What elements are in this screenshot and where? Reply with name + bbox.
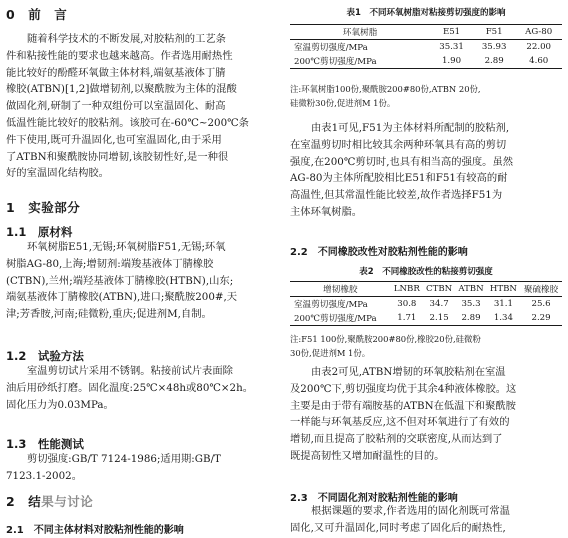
text-line: 随着科学技术的不断发展,对胶粘剂的工艺条 (27, 33, 226, 45)
text-line: 了ATBN和聚酰胺协同增韧,该胶韧性好,是一种很 (6, 150, 229, 163)
text-line: 及200℃下,剪切强度均优于其余4种液体橡胶。这 (290, 382, 517, 395)
section-1-1-heading: 1.1 原材料 (6, 225, 73, 239)
table-cell: 200℃剪切强度/MPa (290, 54, 430, 69)
text-line: 由表2可见,ATBN增韧的环氧胶粘剂在室温 (311, 366, 506, 378)
section-2-heading-faded: 果与讨论 (41, 494, 94, 509)
table-cell: 35.3 (461, 299, 481, 309)
table-cell: 31.1 (493, 299, 513, 309)
section-1-2-heading: 1.2 试验方法 (6, 349, 84, 363)
text-line: 好的室温固化结构胶。 (6, 167, 109, 180)
intro-paragraph (6, 31, 278, 182)
text-line: 橡胶(ATBN)[1,2]做增韧剂,以聚酰胺为主体的混酸 (6, 83, 237, 96)
table-row (290, 40, 562, 55)
table-1-caption: 表1 不同环氧树脂对粘接剪切强度的影响 (346, 8, 506, 18)
text-line: 端氨基液体丁腈橡胶(ATBN),进口;聚酰胺200#,天 (6, 291, 238, 304)
table-1-note (290, 83, 562, 110)
note-line: 30份,促进剂M 1份。 (290, 347, 371, 358)
table-cell: 4.60 (515, 54, 562, 69)
text-line: 根据课题的要求,作者选用的固化剂既可常温 (311, 505, 510, 517)
table-2-note (290, 333, 562, 360)
text-line: 固化,又可升温固化,同时考虑了固化后的耐热性, (290, 521, 506, 534)
section-1-1-paragraph (6, 239, 278, 323)
text-line: 一样能与环氧基反应,这不但对环氧进行了有效的 (290, 416, 510, 429)
section-1-heading: 1 实验部分 (6, 200, 81, 215)
text-line: 津;芳香胺,河南;硅微粉,重庆;促进剂M,自制。 (6, 308, 212, 321)
text-line: 低温性能比较好的胶粘剂。该胶可在-60℃~200℃条 (6, 116, 249, 129)
table-cell: 30.8 (397, 299, 417, 309)
table-cell: 2.29 (520, 311, 562, 326)
text-line: 件下使用,既可升温固化,也可室温固化,由于采用 (6, 133, 222, 146)
table-cell: 25.6 (531, 299, 551, 309)
text-line: 能比较好的酚醛环氧做主体材料,端氨基液体丁腈 (6, 66, 226, 79)
table-cell: 35.31 (439, 42, 464, 52)
table-cell: 1.71 (391, 311, 423, 326)
table-row (290, 297, 562, 312)
table-1-discussion (290, 120, 562, 221)
table-cell: 34.7 (429, 299, 449, 309)
text-line: 在室温剪切时相比较其余两种环氧具有高的剪切 (290, 138, 507, 151)
table-cell: 22.00 (526, 42, 552, 52)
table-header-row (290, 25, 562, 40)
table-header-cell: AG-80 (515, 25, 562, 40)
table-1 (290, 24, 562, 69)
text-line: 树脂AG-80,上海;增韧剂:端羧基液体丁腈橡胶 (6, 257, 214, 270)
section-1-3-heading: 1.3 性能测试 (6, 437, 84, 451)
table-header-cell: LNBR (391, 282, 423, 297)
table-cell: 200℃剪切强度/MPa (290, 311, 391, 326)
text-line: 增韧,而且提高了胶粘剂的交联密度,从而达到了 (290, 433, 503, 446)
text-line: 主要是由于带有端胺基的ATBN在低温下和聚酰胺 (290, 399, 516, 412)
text-line: 既提高韧性又增加耐温性的目的。 (290, 449, 445, 462)
text-line: 做固化剂,研制了一种双组份可以室温固化、耐高 (6, 100, 226, 113)
table-header-cell: 环氧树脂 (290, 25, 430, 40)
section-2-heading (6, 492, 93, 510)
table-cell: 1.90 (430, 54, 473, 69)
note-line: 注:F51 100份,聚酰胺200#80份,橡胶20份,硅微粉 (290, 334, 481, 344)
section-2-3-paragraph (290, 503, 562, 537)
table-header-cell: ATBN (455, 282, 486, 297)
text-line: 固化压力为0.03MPa。 (6, 398, 114, 411)
text-line: 室温剪切试片采用不锈钢。粘接前试片表面除 (27, 365, 233, 377)
text-line: (CTBN),兰州;端羟基液体丁腈橡胶(HTBN),山东; (6, 274, 234, 287)
table-cell: 2.89 (473, 54, 516, 69)
table-cell: 室温剪切强度/MPa (294, 300, 368, 310)
text-line: 环氧树脂E51,无锡;环氧树脂F51,无锡;环氧 (27, 241, 226, 253)
section-2-2-heading: 2.2 不同橡胶改性对胶粘剂性能的影响 (290, 247, 468, 258)
note-line: 注:环氧树脂100份,聚酰胺200#80份,ATBN 20份, (290, 84, 481, 94)
table-row (290, 311, 562, 326)
table-cell: 35.93 (481, 42, 507, 52)
text-line: 主体环氧树脂。 (290, 205, 363, 218)
table-cell: 1.34 (487, 311, 520, 326)
table-2-caption: 表2 不同橡胶改性的粘接剪切强度 (359, 267, 493, 277)
text-line: 由表1可见,F51为主体材料所配制的胶粘剂, (311, 122, 510, 134)
section-1-3-paragraph (6, 451, 278, 485)
table-header-cell: 增韧橡胶 (290, 282, 391, 297)
table-cell: 2.89 (455, 311, 486, 326)
section-2-3-heading: 2.3 不同固化剂对胶粘剂性能的影响 (290, 493, 458, 504)
table-header-cell: F51 (473, 25, 516, 40)
text-line: 剪切强度:GB/T 7124-1986;适用期:GB/T (27, 453, 221, 465)
table-2-discussion (290, 364, 562, 465)
section-2-1-heading: 2.1 不同主体材料对胶粘剂性能的影响 (6, 525, 184, 536)
table-header-row (290, 282, 562, 297)
text-line: 强度,在200℃剪切时,也具有相当高的强度。虽然 (290, 155, 514, 168)
text-line: 油后用砂纸打磨。固化温度:25℃×48h或80℃×2h。 (6, 381, 254, 394)
table-header-cell: CTBN (423, 282, 455, 297)
section-2-heading-main: 2 结 (6, 494, 42, 509)
note-line: 硅微粉30份,促进剂M 1份。 (290, 97, 396, 108)
text-line: 高温性,但其常温性能比较差,故作者选择F51为 (290, 189, 503, 202)
text-line: AG-80为主体所配胶相比E51和F51有较高的耐 (290, 172, 508, 185)
table-header-cell: 聚硫橡胶 (520, 282, 562, 297)
table-2 (290, 281, 562, 326)
table-cell: 室温剪切强度/MPa (294, 43, 368, 53)
section-1-2-paragraph (6, 363, 278, 413)
table-header-cell: E51 (430, 25, 473, 40)
text-line: 7123.1-2002。 (6, 469, 83, 482)
intro-heading: 0 前 言 (6, 7, 68, 22)
table-row (290, 54, 562, 69)
text-line: 件和粘接性能的要求也越来越高。作者选用耐热性 (6, 49, 233, 62)
table-header-cell: HTBN (487, 282, 520, 297)
table-cell: 2.15 (423, 311, 455, 326)
